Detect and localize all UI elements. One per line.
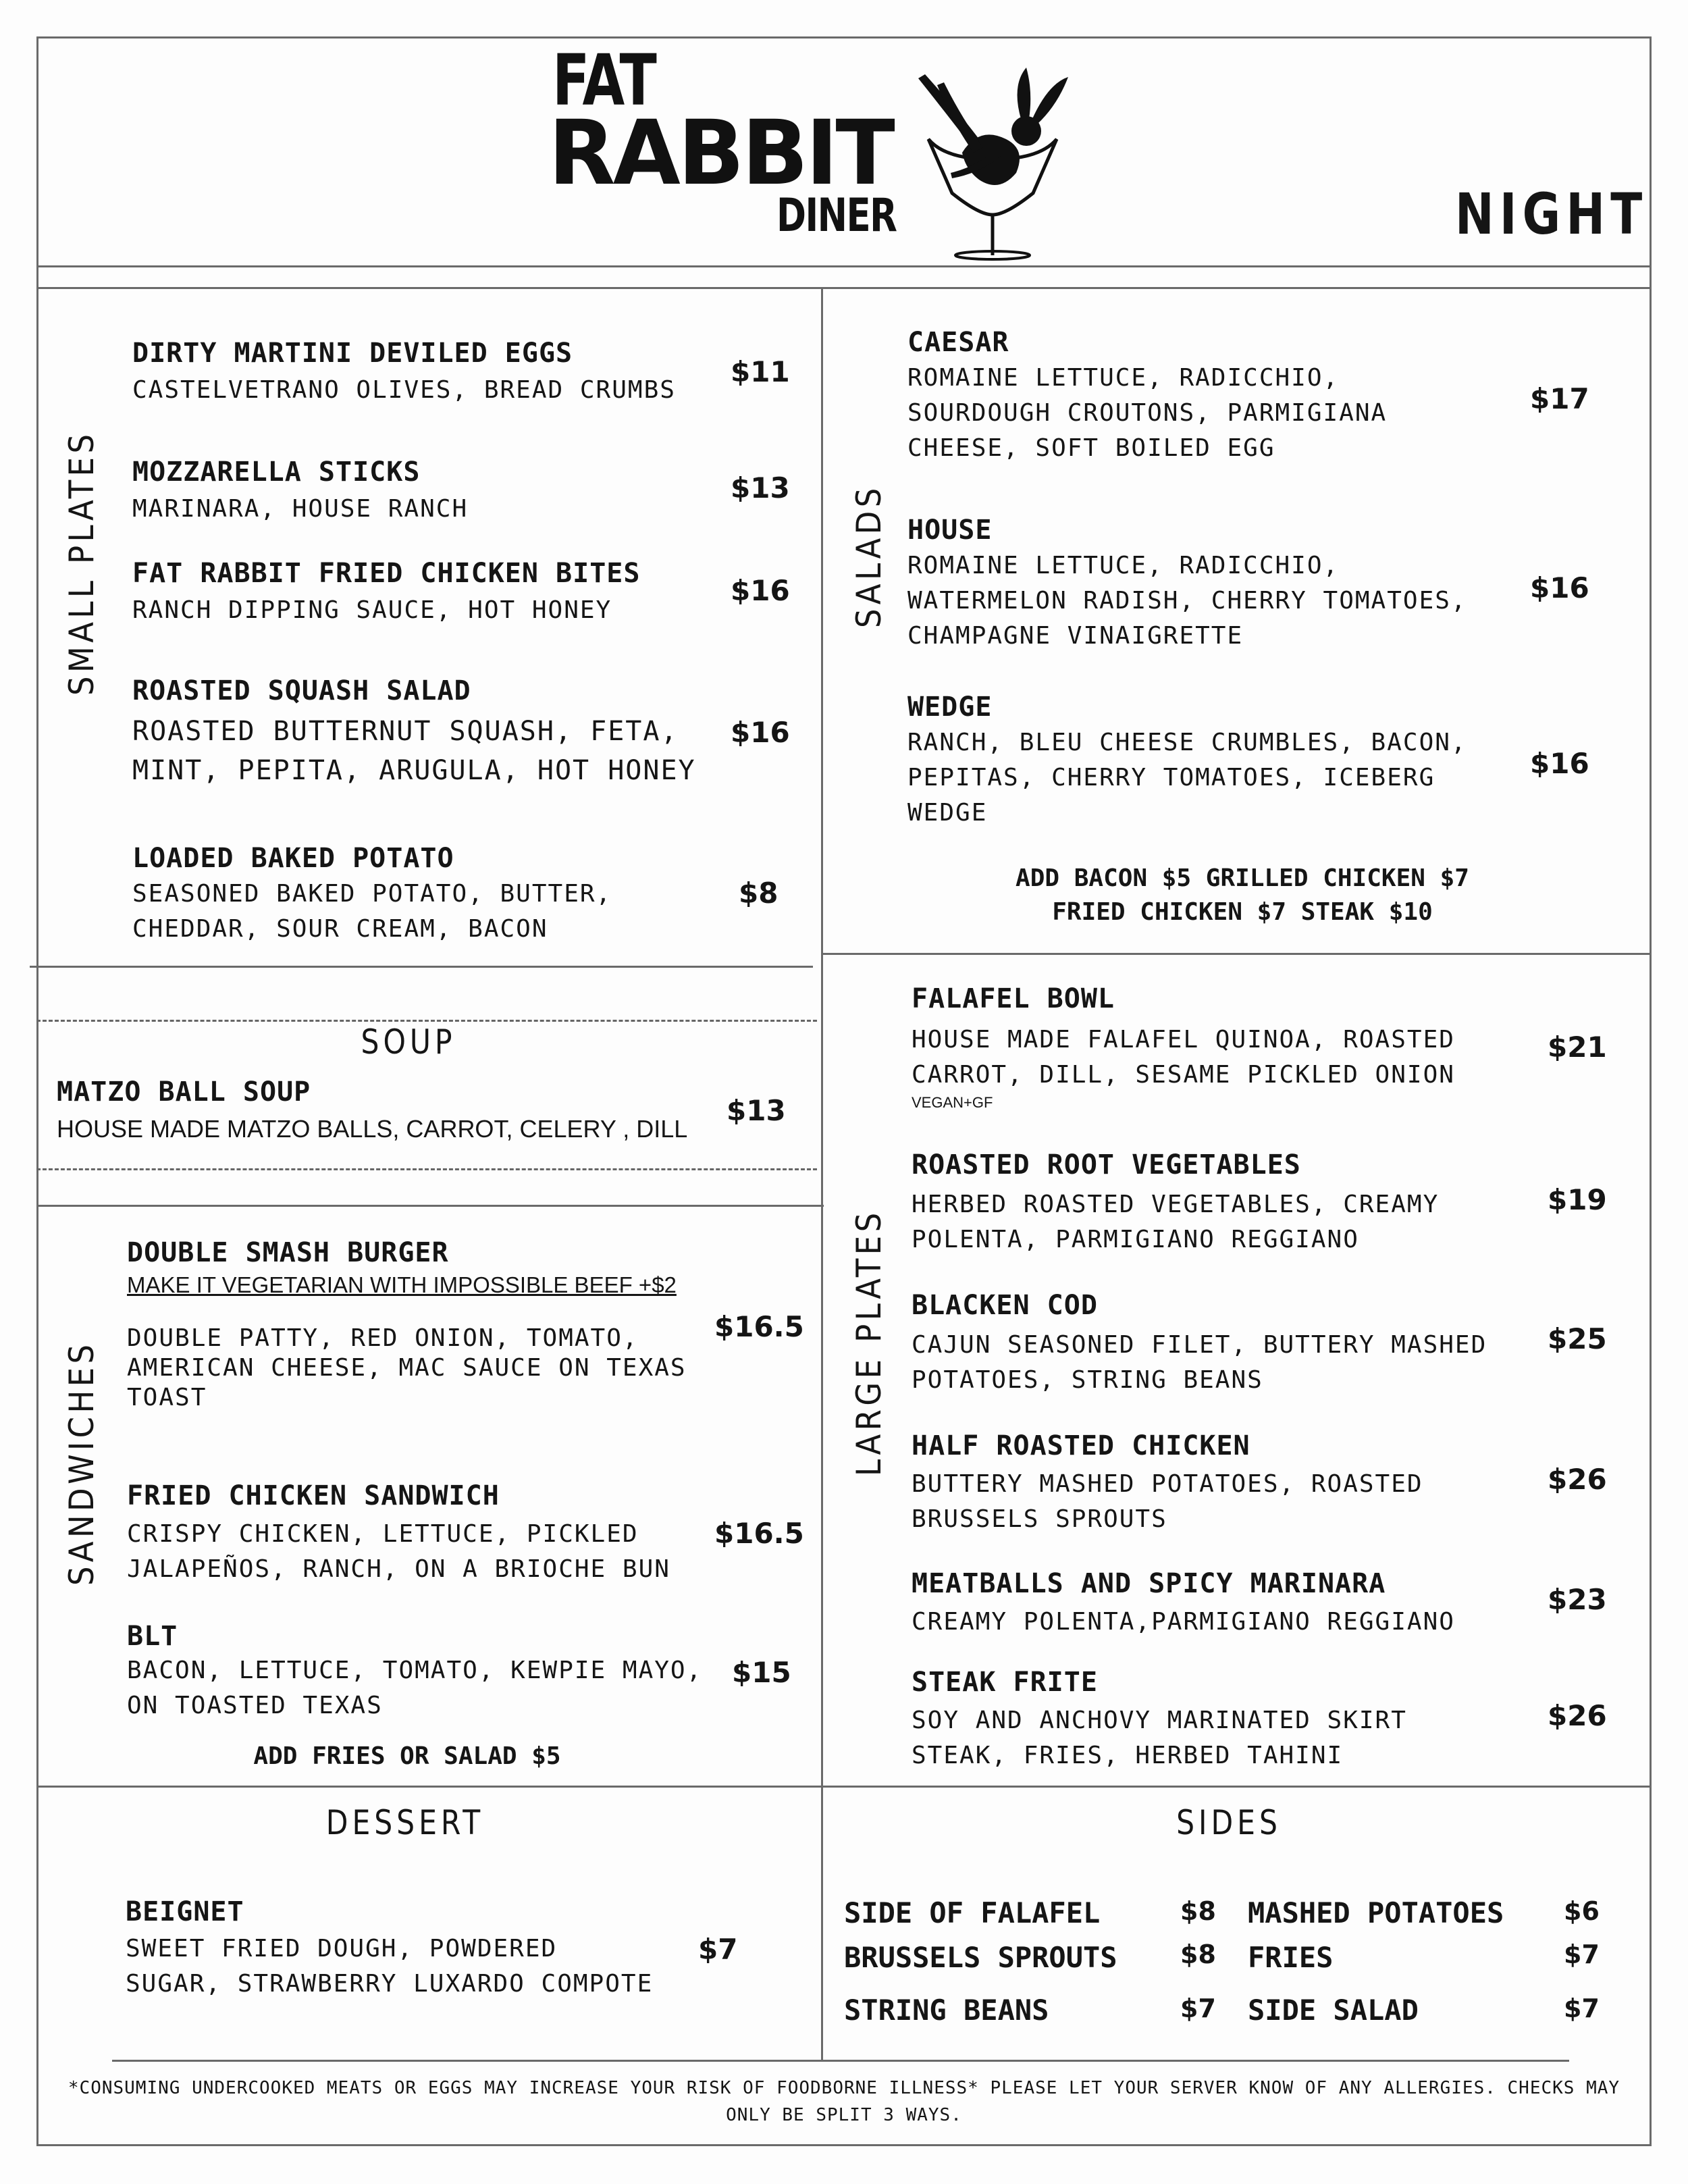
item-name: HALF ROASTED CHICKEN	[912, 1430, 1250, 1461]
item-price: $8	[739, 877, 779, 910]
item-name: DIRTY MARTINI DEVILED EGGS	[132, 338, 573, 369]
dessert-heading: DESSERT	[325, 1803, 485, 1842]
header-divider-bottom	[36, 287, 1652, 289]
allergy-disclaimer: *CONSUMING UNDERCOOKED MEATS OR EGGS MAY INCREASE YOUR RISK OF FOODBORNE ILLNESS* PLEASE LET YOUR SERVER KNOW OF ANY ALLERGIES. CHECKS MAY ONLY BE SPLIT 3 WAYS.	[68, 2078, 1620, 2125]
salads-heading: SALADS	[849, 484, 889, 628]
item-price: $7	[698, 1933, 738, 1966]
item-price: $11	[731, 355, 790, 388]
item-name: MATZO BALL SOUP	[57, 1076, 311, 1108]
item-name: ROASTED ROOT VEGETABLES	[912, 1149, 1301, 1180]
item-price: $13	[731, 471, 790, 504]
side-item-name: MASHED POTATOES	[1248, 1896, 1504, 1929]
item-name: MEATBALLS AND SPICY MARINARA	[912, 1568, 1386, 1599]
item-price: $13	[727, 1094, 786, 1127]
item-name: MOZZARELLA STICKS	[132, 457, 421, 488]
item-dietary-note: VEGAN+GF	[912, 1094, 993, 1111]
footer-divider	[112, 2060, 1569, 2062]
soup-dash-bottom	[36, 1168, 817, 1170]
item-name: BEIGNET	[126, 1896, 244, 1927]
header-divider-top	[36, 265, 1652, 267]
item-price: $26	[1548, 1463, 1607, 1496]
item-price: $23	[1548, 1583, 1607, 1616]
service-label: NIGHT	[1455, 181, 1648, 247]
item-price: $15	[732, 1656, 791, 1689]
item-name: BLT	[127, 1621, 178, 1652]
sandwiches-divider	[36, 1205, 824, 1207]
side-item-price: $7	[1180, 1994, 1216, 2023]
small-plates-divider	[30, 966, 813, 968]
rabbit-martini-glass-icon	[898, 58, 1094, 261]
item-description: ROMAINE LETTUCE, RADICCHIO, WATERMELON RADISH, CHERRY TOMATOES, CHAMPAGNE VINAIGRETTE	[907, 552, 1467, 650]
item-price: $17	[1530, 382, 1589, 415]
side-item-name: SIDE SALAD	[1248, 1994, 1419, 2027]
logo-diner: DINER	[776, 189, 897, 242]
soup-dash-top	[36, 1020, 817, 1022]
item-name: BLACKEN COD	[912, 1290, 1098, 1321]
side-item-price: $7	[1564, 1940, 1600, 1969]
side-item-price: $8	[1180, 1940, 1216, 1969]
item-price: $26	[1548, 1699, 1607, 1732]
item-price: $16	[731, 716, 790, 749]
item-description: RANCH DIPPING SAUCE, HOT HONEY	[132, 596, 612, 624]
sandwich-addon-note: ADD FRIES OR SALAD $5	[253, 1742, 561, 1770]
item-description: SEASONED BAKED POTATO, BUTTER, CHEDDAR, SOUR CREAM, BACON	[132, 880, 612, 943]
item-name: DOUBLE SMASH BURGER	[127, 1237, 449, 1268]
side-item-name: STRING BEANS	[844, 1994, 1049, 2027]
item-description: ROASTED BUTTERNUT SQUASH, FETA, MINT, PEPITA, ARUGULA, HOT HONEY	[132, 716, 696, 786]
soup-heading: SOUP	[361, 1022, 456, 1062]
side-item-name: FRIES	[1248, 1941, 1334, 1974]
item-description: CASTELVETRANO OLIVES, BREAD CRUMBS	[132, 376, 676, 404]
item-description: HOUSE MADE FALAFEL QUINOA, ROASTED CARROT, DILL, SESAME PICKLED ONION	[912, 1026, 1455, 1089]
item-name: STEAK FRITE	[912, 1667, 1098, 1698]
item-price: $16.5	[714, 1517, 804, 1550]
item-description: BUTTERY MASHED POTATOES, ROASTED BRUSSELS SPROUTS	[912, 1470, 1423, 1533]
item-price: $16	[1530, 571, 1589, 604]
item-price: $25	[1548, 1322, 1607, 1355]
item-price: $16	[1530, 747, 1589, 780]
item-description: MARINARA, HOUSE RANCH	[132, 495, 469, 523]
item-name: LOADED BAKED POTATO	[132, 843, 454, 874]
salads-divider	[822, 953, 1652, 955]
item-price: $16.5	[714, 1310, 804, 1343]
side-item-price: $8	[1180, 1896, 1216, 1926]
item-name: FALAFEL BOWL	[912, 983, 1115, 1014]
item-description: SWEET FRIED DOUGH, POWDERED SUGAR, STRAWBERRY LUXARDO COMPOTE	[126, 1935, 654, 1998]
side-item-name: BRUSSELS SPROUTS	[844, 1941, 1117, 1974]
sides-heading: SIDES	[1176, 1803, 1282, 1842]
item-price: $19	[1548, 1183, 1607, 1216]
item-description: BACON, LETTUCE, TOMATO, KEWPIE MAYO, ON TOASTED TEXAS	[127, 1657, 703, 1719]
item-name: FRIED CHICKEN SANDWICH	[127, 1480, 500, 1511]
side-item-price: $6	[1564, 1896, 1600, 1926]
item-description: CAJUN SEASONED FILET, BUTTERY MASHED POTATOES, STRING BEANS	[912, 1331, 1487, 1394]
item-name: ROASTED SQUASH SALAD	[132, 675, 471, 706]
side-item-name: SIDE OF FALAFEL	[844, 1896, 1101, 1929]
item-price: $16	[731, 574, 790, 607]
sandwiches-heading: SANDWICHES	[62, 1341, 101, 1586]
item-name: CAESAR	[907, 327, 1009, 358]
item-description: HERBED ROASTED VEGETABLES, CREAMY POLENTA, PARMIGIANO REGGIANO	[912, 1191, 1440, 1253]
column-divider	[821, 288, 823, 2062]
logo-rabbit: RABBIT	[548, 101, 893, 205]
dessert-divider	[36, 1786, 1652, 1788]
side-item-price: $7	[1564, 1994, 1600, 2023]
item-description: CRISPY CHICKEN, LETTUCE, PICKLED JALAPEÑOS, RANCH, ON A BRIOCHE BUN	[127, 1520, 670, 1583]
item-description: DOUBLE PATTY, RED ONION, TOMATO, AMERICAN CHEESE, MAC SAUCE ON TEXAS TOAST	[127, 1324, 687, 1411]
logo-fat: FAT	[552, 39, 656, 122]
item-description: RANCH, BLEU CHEESE CRUMBLES, BACON, PEPITAS, CHERRY TOMATOES, ICEBERG WEDGE	[907, 729, 1467, 827]
item-description: CREAMY POLENTA,PARMIGIANO REGGIANO	[912, 1608, 1455, 1636]
item-name: FAT RABBIT FRIED CHICKEN BITES	[132, 558, 641, 589]
item-description: SOY AND ANCHOVY MARINATED SKIRT STEAK, FRIES, HERBED TAHINI	[912, 1707, 1407, 1769]
item-price: $21	[1548, 1031, 1607, 1064]
item-name: HOUSE	[907, 515, 993, 546]
item-name: WEDGE	[907, 692, 993, 723]
item-description: HOUSE MADE MATZO BALLS, CARROT, CELERY , DILL	[57, 1115, 688, 1143]
small-plates-heading: SMALL PLATES	[62, 430, 101, 696]
salad-addon-note: ADD BACON $5 GRILLED CHICKEN $7 FRIED CHICKEN $7 STEAK $10	[1016, 864, 1469, 926]
item-vegetarian-option: MAKE IT VEGETARIAN WITH IMPOSSIBLE BEEF +$2	[127, 1272, 677, 1297]
large-plates-heading: LARGE PLATES	[849, 1209, 889, 1476]
item-description: ROMAINE LETTUCE, RADICCHIO, SOURDOUGH CROUTONS, PARMIGIANA CHEESE, SOFT BOILED EGG	[907, 364, 1388, 462]
